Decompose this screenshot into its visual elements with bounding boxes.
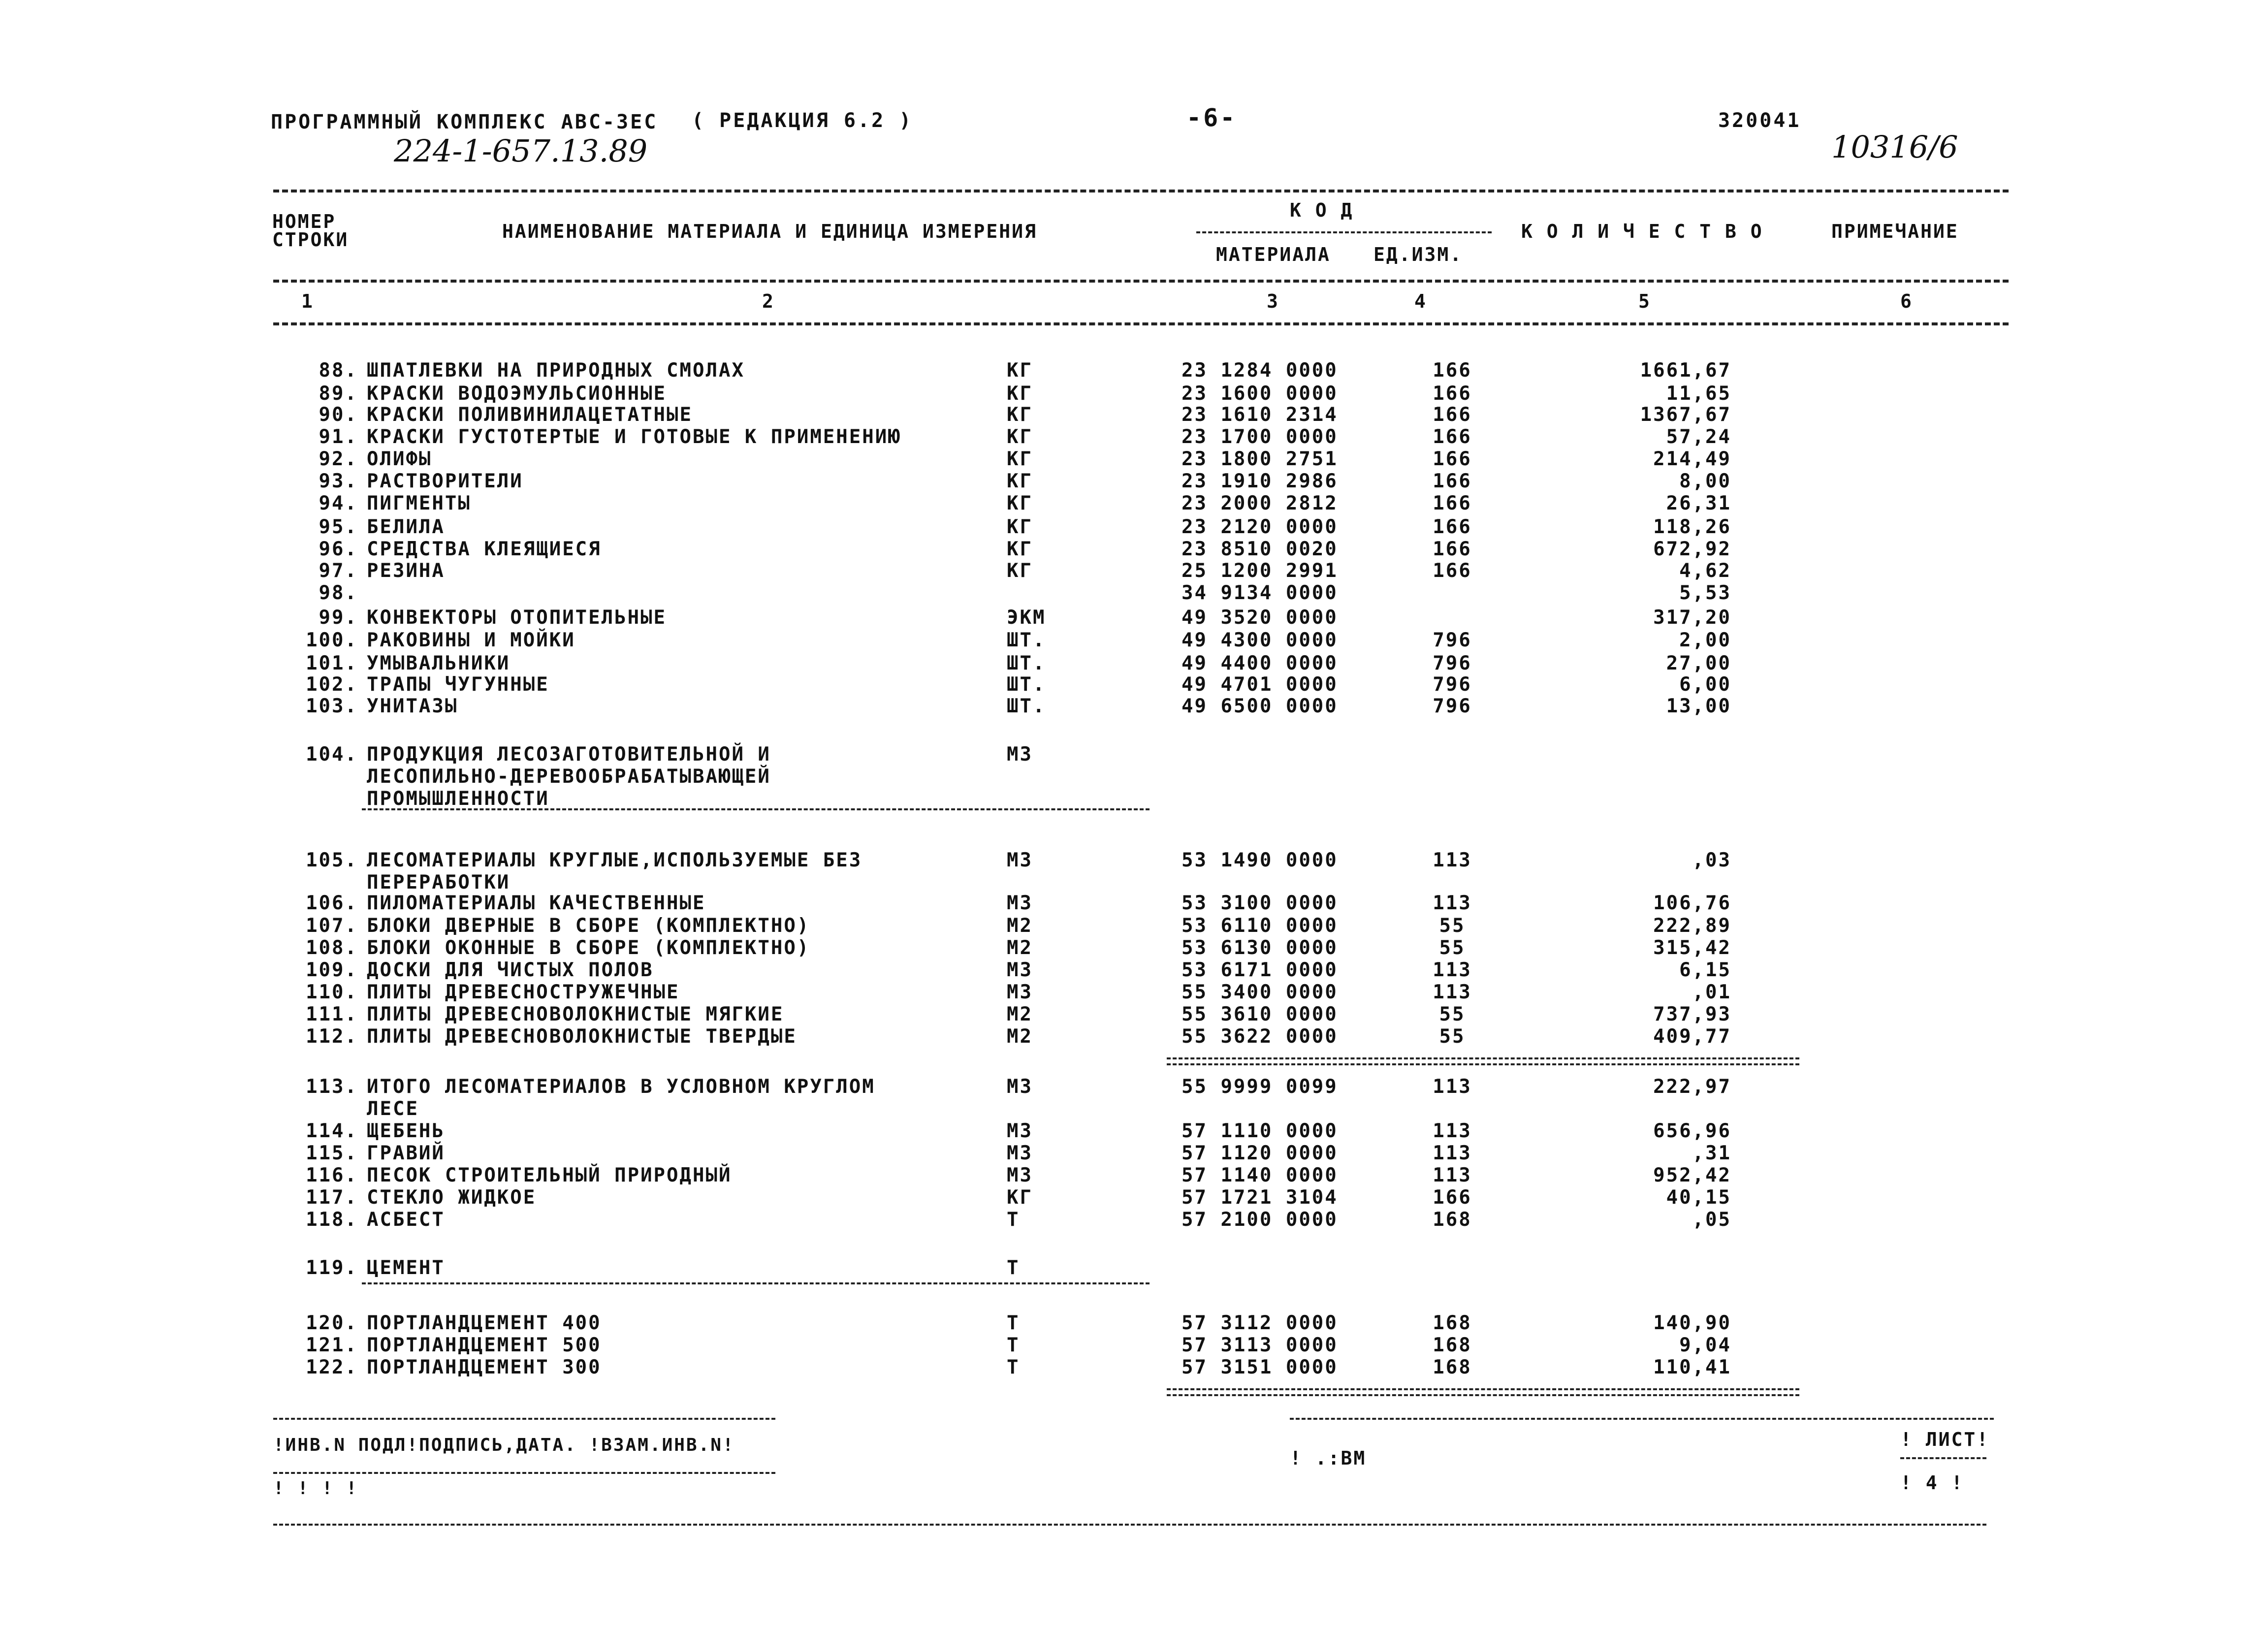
col-unit-code-label: ЕД.ИЗМ. bbox=[1374, 244, 1463, 265]
material-code: 49 4300 0000 bbox=[1182, 629, 1338, 651]
row-number: 92. bbox=[319, 448, 358, 470]
quantity: ,01 bbox=[1692, 981, 1731, 1003]
table-row bbox=[0, 1120, 2268, 1142]
material-code: 57 1110 0000 bbox=[1182, 1120, 1338, 1142]
row-number: 108. bbox=[306, 937, 358, 959]
material-code: 57 2100 0000 bbox=[1182, 1209, 1338, 1231]
col-index-3: 3 bbox=[1267, 290, 1279, 312]
unit-of-measure: КГ bbox=[1007, 560, 1033, 582]
unit-code: 166 bbox=[1433, 492, 1472, 514]
row-number: 96. bbox=[319, 538, 358, 560]
unit-of-measure: М2 bbox=[1007, 915, 1033, 937]
col-name-label: НАИМЕНОВАНИЕ МАТЕРИАЛА И ЕДИНИЦА ИЗМЕРЕНИЯ bbox=[502, 221, 1037, 242]
material-name: ПОРТЛАНДЦЕМЕНТ 300 bbox=[367, 1356, 602, 1378]
material-code: 49 6500 0000 bbox=[1182, 695, 1338, 717]
unit-of-measure: КГ bbox=[1007, 1186, 1033, 1209]
material-name: ПЛИТЫ ДРЕВЕСНОВОЛОКНИСТЫЕ ТВЕРДЫЕ bbox=[367, 1025, 797, 1048]
quantity: 409,77 bbox=[1653, 1025, 1731, 1048]
quantity: 140,90 bbox=[1653, 1312, 1731, 1334]
material-name: ШПАТЛЕВКИ НА ПРИРОДНЫХ СМОЛАХ bbox=[367, 359, 745, 382]
quantity: 672,92 bbox=[1653, 538, 1731, 560]
row-number: 122. bbox=[306, 1356, 358, 1378]
col-index-4: 4 bbox=[1414, 290, 1427, 312]
total-divider bbox=[1167, 1057, 1799, 1065]
quantity: 737,93 bbox=[1653, 1003, 1731, 1025]
unit-of-measure: КГ bbox=[1007, 426, 1033, 448]
material-code: 57 1120 0000 bbox=[1182, 1142, 1338, 1164]
row-number: 93. bbox=[319, 470, 358, 492]
quantity: 656,96 bbox=[1653, 1120, 1731, 1142]
material-code: 34 9134 0000 bbox=[1182, 582, 1338, 604]
material-code: 55 9999 0099 bbox=[1182, 1076, 1338, 1098]
material-name: КРАСКИ ПОЛИВИНИЛАЦЕТАТНЫЕ bbox=[367, 404, 693, 426]
unit-of-measure: Т bbox=[1007, 1356, 1020, 1378]
material-name: БЕЛИЛА bbox=[367, 516, 445, 538]
material-code: 23 2120 0000 bbox=[1182, 516, 1338, 538]
unit-of-measure: КГ bbox=[1007, 448, 1033, 470]
unit-of-measure: М3 bbox=[1007, 1120, 1033, 1142]
handwritten-project-number: 224-1-657.13.89 bbox=[394, 133, 648, 169]
table-row bbox=[0, 981, 2268, 1003]
unit-of-measure: М2 bbox=[1007, 1025, 1033, 1048]
table-row bbox=[0, 470, 2268, 492]
col-index-1: 1 bbox=[301, 290, 314, 312]
unit-code: 796 bbox=[1433, 629, 1472, 651]
table-row bbox=[0, 516, 2268, 538]
quantity: 214,49 bbox=[1653, 448, 1731, 470]
material-name: КРАСКИ ВОДОЭМУЛЬСИОННЫЕ bbox=[367, 383, 667, 405]
quantity: 106,76 bbox=[1653, 892, 1731, 914]
quantity: 40,15 bbox=[1666, 1186, 1731, 1209]
table-row bbox=[0, 652, 2268, 674]
material-name: СРЕДСТВА КЛЕЯЩИЕСЯ bbox=[367, 538, 602, 560]
col-number-label-2: СТРОКИ bbox=[272, 229, 349, 251]
quantity: ,03 bbox=[1692, 849, 1731, 871]
material-name: АСБЕСТ bbox=[367, 1209, 445, 1231]
quantity: 27,00 bbox=[1666, 652, 1731, 674]
footer-mark: ! .:ВМ bbox=[1290, 1447, 1367, 1469]
unit-code: 168 bbox=[1433, 1209, 1472, 1231]
table-row bbox=[0, 871, 2268, 893]
document-code: 320041 bbox=[1718, 109, 1801, 132]
row-number: 107. bbox=[306, 915, 358, 937]
unit-of-measure: Т bbox=[1007, 1312, 1020, 1334]
sheet-number: ! 4 ! bbox=[1900, 1472, 1964, 1494]
material-code: 57 3112 0000 bbox=[1182, 1312, 1338, 1334]
material-name: ПИГМЕНТЫ bbox=[367, 492, 471, 514]
page-number: -6- bbox=[1186, 103, 1237, 132]
table-row bbox=[0, 1312, 2268, 1334]
row-number: 98. bbox=[319, 582, 358, 604]
quantity: 57,24 bbox=[1666, 426, 1731, 448]
unit-of-measure: ШТ. bbox=[1007, 629, 1046, 651]
material-code: 49 3520 0000 bbox=[1182, 607, 1338, 629]
quantity: 2,00 bbox=[1679, 629, 1731, 651]
unit-code: 168 bbox=[1433, 1312, 1472, 1334]
table-row bbox=[0, 1257, 2268, 1278]
quantity: 110,41 bbox=[1653, 1356, 1731, 1378]
material-name: ИТОГО ЛЕСОМАТЕРИАЛОВ В УСЛОВНОМ КРУГЛОМ bbox=[367, 1076, 875, 1098]
row-number: 101. bbox=[306, 652, 358, 674]
material-code: 57 3113 0000 bbox=[1182, 1334, 1338, 1356]
material-name: КОНВЕКТОРЫ ОТОПИТЕЛЬНЫЕ bbox=[367, 607, 667, 629]
material-name: СТЕКЛО ЖИДКОЕ bbox=[367, 1186, 537, 1209]
unit-of-measure: ЭКМ bbox=[1007, 607, 1046, 629]
row-number: 90. bbox=[319, 404, 358, 426]
material-name: БЛОКИ ОКОННЫЕ В СБОРЕ (КОМПЛЕКТНО) bbox=[367, 937, 810, 959]
row-number: 88. bbox=[319, 359, 358, 382]
row-number: 112. bbox=[306, 1025, 358, 1048]
table-row bbox=[0, 892, 2268, 914]
col-index-2: 2 bbox=[762, 290, 775, 312]
material-code: 23 8510 0020 bbox=[1182, 538, 1338, 560]
table-row bbox=[0, 560, 2268, 581]
table-row bbox=[0, 1025, 2268, 1047]
quantity: 118,26 bbox=[1653, 516, 1731, 538]
material-code: 53 1490 0000 bbox=[1182, 849, 1338, 871]
material-name: ЛЕСЕ bbox=[367, 1098, 419, 1120]
material-code: 55 3400 0000 bbox=[1182, 981, 1338, 1003]
row-number: 95. bbox=[319, 516, 358, 538]
material-code: 53 6171 0000 bbox=[1182, 959, 1338, 981]
material-name: ПЕРЕРАБОТКИ bbox=[367, 871, 511, 894]
material-code: 23 1284 0000 bbox=[1182, 359, 1338, 382]
unit-of-measure: КГ bbox=[1007, 470, 1033, 492]
unit-code: 55 bbox=[1439, 1003, 1466, 1025]
unit-code: 166 bbox=[1433, 404, 1472, 426]
row-number: 120. bbox=[306, 1312, 358, 1334]
material-code: 57 3151 0000 bbox=[1182, 1356, 1338, 1378]
material-name: РЕЗИНА bbox=[367, 560, 445, 582]
table-row bbox=[0, 359, 2268, 381]
unit-code: 166 bbox=[1433, 470, 1472, 492]
quantity: 315,42 bbox=[1653, 937, 1731, 959]
table-row bbox=[0, 849, 2268, 871]
section-divider bbox=[362, 808, 1150, 810]
unit-code: 166 bbox=[1433, 383, 1472, 405]
material-name: ПЛИТЫ ДРЕВЕСНОСТРУЖЕЧНЫЕ bbox=[367, 981, 680, 1003]
material-name: ПЕСОК СТРОИТЕЛЬНЫЙ ПРИРОДНЫЙ bbox=[367, 1164, 732, 1186]
quantity: 26,31 bbox=[1666, 492, 1731, 514]
unit-of-measure: Т bbox=[1007, 1257, 1020, 1279]
unit-code: 166 bbox=[1433, 538, 1472, 560]
unit-code: 113 bbox=[1433, 981, 1472, 1003]
table-row bbox=[0, 1356, 2268, 1378]
table-row bbox=[0, 1186, 2268, 1208]
material-name: БЛОКИ ДВЕРНЫЕ В СБОРЕ (КОМПЛЕКТНО) bbox=[367, 915, 810, 937]
quantity: 8,00 bbox=[1679, 470, 1731, 492]
quantity: 4,62 bbox=[1679, 560, 1731, 582]
quantity: 952,42 bbox=[1653, 1164, 1731, 1186]
unit-of-measure: КГ bbox=[1007, 359, 1033, 382]
material-name: ПОРТЛАНДЦЕМЕНТ 400 bbox=[367, 1312, 602, 1334]
unit-of-measure: М3 bbox=[1007, 892, 1033, 914]
material-code: 23 1800 2751 bbox=[1182, 448, 1338, 470]
unit-of-measure: М3 bbox=[1007, 1142, 1033, 1164]
unit-code: 796 bbox=[1433, 695, 1472, 717]
material-code: 23 1910 2986 bbox=[1182, 470, 1338, 492]
unit-of-measure: М2 bbox=[1007, 937, 1033, 959]
col-material-label: МАТЕРИАЛА bbox=[1216, 244, 1331, 265]
unit-of-measure: КГ bbox=[1007, 404, 1033, 426]
material-code: 23 1700 0000 bbox=[1182, 426, 1338, 448]
row-number: 94. bbox=[319, 492, 358, 514]
row-number: 113. bbox=[306, 1076, 358, 1098]
material-code: 25 1200 2991 bbox=[1182, 560, 1338, 582]
row-number: 119. bbox=[306, 1257, 358, 1279]
unit-code: 113 bbox=[1433, 892, 1472, 914]
unit-code: 166 bbox=[1433, 426, 1472, 448]
quantity: 317,20 bbox=[1653, 607, 1731, 629]
handwritten-archive-number: 10316/6 bbox=[1831, 129, 1958, 165]
material-name: ЩЕБЕНЬ bbox=[367, 1120, 445, 1142]
table-row bbox=[0, 1334, 2268, 1356]
material-name: ЛЕСОМАТЕРИАЛЫ КРУГЛЫЕ,ИСПОЛЬЗУЕМЫЕ БЕЗ bbox=[367, 849, 862, 871]
row-number: 117. bbox=[306, 1186, 358, 1209]
unit-code: 113 bbox=[1433, 849, 1472, 871]
material-code: 53 3100 0000 bbox=[1182, 892, 1338, 914]
total-divider bbox=[1167, 1388, 1799, 1396]
row-number: 118. bbox=[306, 1209, 358, 1231]
table-row bbox=[0, 582, 2268, 604]
table-row bbox=[0, 1098, 2268, 1119]
row-number: 89. bbox=[319, 383, 358, 405]
quantity: 13,00 bbox=[1666, 695, 1731, 717]
table-row bbox=[0, 1164, 2268, 1186]
col-quantity-label: К О Л И Ч Е С Т В О bbox=[1521, 221, 1763, 242]
quantity: 1367,67 bbox=[1640, 404, 1731, 426]
material-name: ОЛИФЫ bbox=[367, 448, 432, 470]
material-code: 55 3610 0000 bbox=[1182, 1003, 1338, 1025]
table-row bbox=[0, 383, 2268, 404]
row-number: 97. bbox=[319, 560, 358, 582]
material-name: УМЫВАЛЬНИКИ bbox=[367, 652, 511, 674]
unit-of-measure: Т bbox=[1007, 1209, 1020, 1231]
table-row bbox=[0, 915, 2268, 936]
col-note-label: ПРИМЕЧАНИЕ bbox=[1831, 221, 1959, 242]
table-row bbox=[0, 937, 2268, 958]
quantity: 6,15 bbox=[1679, 959, 1731, 981]
material-name: ТРАПЫ ЧУГУННЫЕ bbox=[367, 673, 549, 696]
row-number: 100. bbox=[306, 629, 358, 651]
edition-label: ( РЕДАКЦИЯ 6.2 ) bbox=[692, 109, 913, 132]
signature-block-labels: !ИНВ.N ПОДЛ!ПОДПИСЬ,ДАТА. !ВЗАМ.ИНВ.N! bbox=[273, 1435, 735, 1455]
table-row bbox=[0, 766, 2268, 787]
unit-of-measure: Т bbox=[1007, 1334, 1020, 1356]
col-index-6: 6 bbox=[1900, 290, 1913, 312]
unit-code: 113 bbox=[1433, 1076, 1472, 1098]
material-code: 49 4701 0000 bbox=[1182, 673, 1338, 696]
table-row bbox=[0, 1209, 2268, 1230]
quantity: 11,65 bbox=[1666, 383, 1731, 405]
quantity: ,05 bbox=[1692, 1209, 1731, 1231]
unit-code: 55 bbox=[1439, 915, 1466, 937]
material-code: 57 1140 0000 bbox=[1182, 1164, 1338, 1186]
col-code-label: К О Д bbox=[1290, 199, 1354, 221]
unit-code: 55 bbox=[1439, 1025, 1466, 1048]
unit-of-measure: КГ bbox=[1007, 538, 1033, 560]
row-number: 103. bbox=[306, 695, 358, 717]
material-code: 57 1721 3104 bbox=[1182, 1186, 1338, 1209]
unit-code: 113 bbox=[1433, 1164, 1472, 1186]
row-number: 121. bbox=[306, 1334, 358, 1356]
unit-code: 55 bbox=[1439, 937, 1466, 959]
table-row bbox=[0, 404, 2268, 425]
row-number: 114. bbox=[306, 1120, 358, 1142]
material-name: ДОСКИ ДЛЯ ЧИСТЫХ ПОЛОВ bbox=[367, 959, 654, 981]
table-row bbox=[0, 538, 2268, 560]
table-row bbox=[0, 1076, 2268, 1097]
unit-of-measure: М3 bbox=[1007, 849, 1033, 871]
unit-of-measure: ШТ. bbox=[1007, 652, 1046, 674]
material-code: 55 3622 0000 bbox=[1182, 1025, 1338, 1048]
material-name: ПРОМЫШЛЕННОСТИ bbox=[367, 788, 549, 810]
row-number: 99. bbox=[319, 607, 358, 629]
quantity: 6,00 bbox=[1679, 673, 1731, 696]
material-code: 23 1610 2314 bbox=[1182, 404, 1338, 426]
material-code: 53 6110 0000 bbox=[1182, 915, 1338, 937]
material-code: 53 6130 0000 bbox=[1182, 937, 1338, 959]
quantity: ,31 bbox=[1692, 1142, 1731, 1164]
table-row bbox=[0, 629, 2268, 651]
table-row bbox=[0, 959, 2268, 981]
row-number: 111. bbox=[306, 1003, 358, 1025]
program-title: ПРОГРАММНЫЙ КОМПЛЕКС АВС-3ЕС bbox=[271, 111, 658, 133]
unit-of-measure: КГ bbox=[1007, 516, 1033, 538]
unit-code: 168 bbox=[1433, 1334, 1472, 1356]
material-name: ЛЕСОПИЛЬНО-ДЕРЕВООБРАБАТЫВАЮЩЕЙ bbox=[367, 766, 771, 788]
row-number: 106. bbox=[306, 892, 358, 914]
row-number: 104. bbox=[306, 743, 358, 766]
unit-code: 168 bbox=[1433, 1356, 1472, 1378]
table-row bbox=[0, 607, 2268, 628]
unit-of-measure: М3 bbox=[1007, 981, 1033, 1003]
material-code: 23 1600 0000 bbox=[1182, 383, 1338, 405]
table-row bbox=[0, 673, 2268, 695]
sheet-label: ! ЛИСТ! bbox=[1900, 1429, 1990, 1450]
unit-code: 166 bbox=[1433, 560, 1472, 582]
table-row bbox=[0, 788, 2268, 809]
material-name: УНИТАЗЫ bbox=[367, 695, 458, 717]
material-code: 49 4400 0000 bbox=[1182, 652, 1338, 674]
section-divider bbox=[362, 1282, 1150, 1284]
unit-code: 166 bbox=[1433, 448, 1472, 470]
row-number: 115. bbox=[306, 1142, 358, 1164]
unit-of-measure: М3 bbox=[1007, 1164, 1033, 1186]
material-name: РАСТВОРИТЕЛИ bbox=[367, 470, 523, 492]
table-row bbox=[0, 1003, 2268, 1025]
signature-block-fields: ! ! ! ! bbox=[273, 1478, 358, 1499]
unit-of-measure: ШТ. bbox=[1007, 673, 1046, 696]
unit-code: 113 bbox=[1433, 959, 1472, 981]
unit-code: 166 bbox=[1433, 516, 1472, 538]
unit-code: 166 bbox=[1433, 359, 1472, 382]
unit-code: 113 bbox=[1433, 1142, 1472, 1164]
material-name: КРАСКИ ГУСТОТЕРТЫЕ И ГОТОВЫЕ К ПРИМЕНЕНИЮ bbox=[367, 426, 901, 448]
material-name: ГРАВИЙ bbox=[367, 1142, 445, 1164]
table-row bbox=[0, 695, 2268, 717]
unit-code: 796 bbox=[1433, 673, 1472, 696]
unit-of-measure: М3 bbox=[1007, 959, 1033, 981]
unit-of-measure: М3 bbox=[1007, 743, 1033, 766]
quantity: 222,97 bbox=[1653, 1076, 1731, 1098]
col-index-5: 5 bbox=[1638, 290, 1651, 312]
unit-code: 166 bbox=[1433, 1186, 1472, 1209]
quantity: 222,89 bbox=[1653, 915, 1731, 937]
material-name: ПРОДУКЦИЯ ЛЕСОЗАГОТОВИТЕЛЬНОЙ И bbox=[367, 743, 771, 766]
unit-of-measure: М2 bbox=[1007, 1003, 1033, 1025]
row-number: 105. bbox=[306, 849, 358, 871]
table-row bbox=[0, 743, 2268, 765]
row-number: 110. bbox=[306, 981, 358, 1003]
quantity: 1661,67 bbox=[1640, 359, 1731, 382]
row-number: 91. bbox=[319, 426, 358, 448]
material-code: 23 2000 2812 bbox=[1182, 492, 1338, 514]
material-name: ПЛИТЫ ДРЕВЕСНОВОЛОКНИСТЫЕ МЯГКИЕ bbox=[367, 1003, 784, 1025]
table-row bbox=[0, 492, 2268, 514]
material-name: ЦЕМЕНТ bbox=[367, 1257, 445, 1279]
table-row bbox=[0, 448, 2268, 470]
material-name: ПОРТЛАНДЦЕМЕНТ 500 bbox=[367, 1334, 602, 1356]
quantity: 9,04 bbox=[1679, 1334, 1731, 1356]
row-number: 102. bbox=[306, 673, 358, 696]
material-name: РАКОВИНЫ И МОЙКИ bbox=[367, 629, 575, 651]
unit-of-measure: ШТ. bbox=[1007, 695, 1046, 717]
table-row bbox=[0, 1142, 2268, 1164]
unit-of-measure: М3 bbox=[1007, 1076, 1033, 1098]
material-name: ПИЛОМАТЕРИАЛЫ КАЧЕСТВЕННЫЕ bbox=[367, 892, 706, 914]
quantity: 5,53 bbox=[1679, 582, 1731, 604]
table-row bbox=[0, 426, 2268, 447]
unit-of-measure: КГ bbox=[1007, 383, 1033, 405]
row-number: 116. bbox=[306, 1164, 358, 1186]
unit-code: 113 bbox=[1433, 1120, 1472, 1142]
row-number: 109. bbox=[306, 959, 358, 981]
col-number-label-1: НОМЕР bbox=[272, 211, 336, 232]
unit-code: 796 bbox=[1433, 652, 1472, 674]
unit-of-measure: КГ bbox=[1007, 492, 1033, 514]
